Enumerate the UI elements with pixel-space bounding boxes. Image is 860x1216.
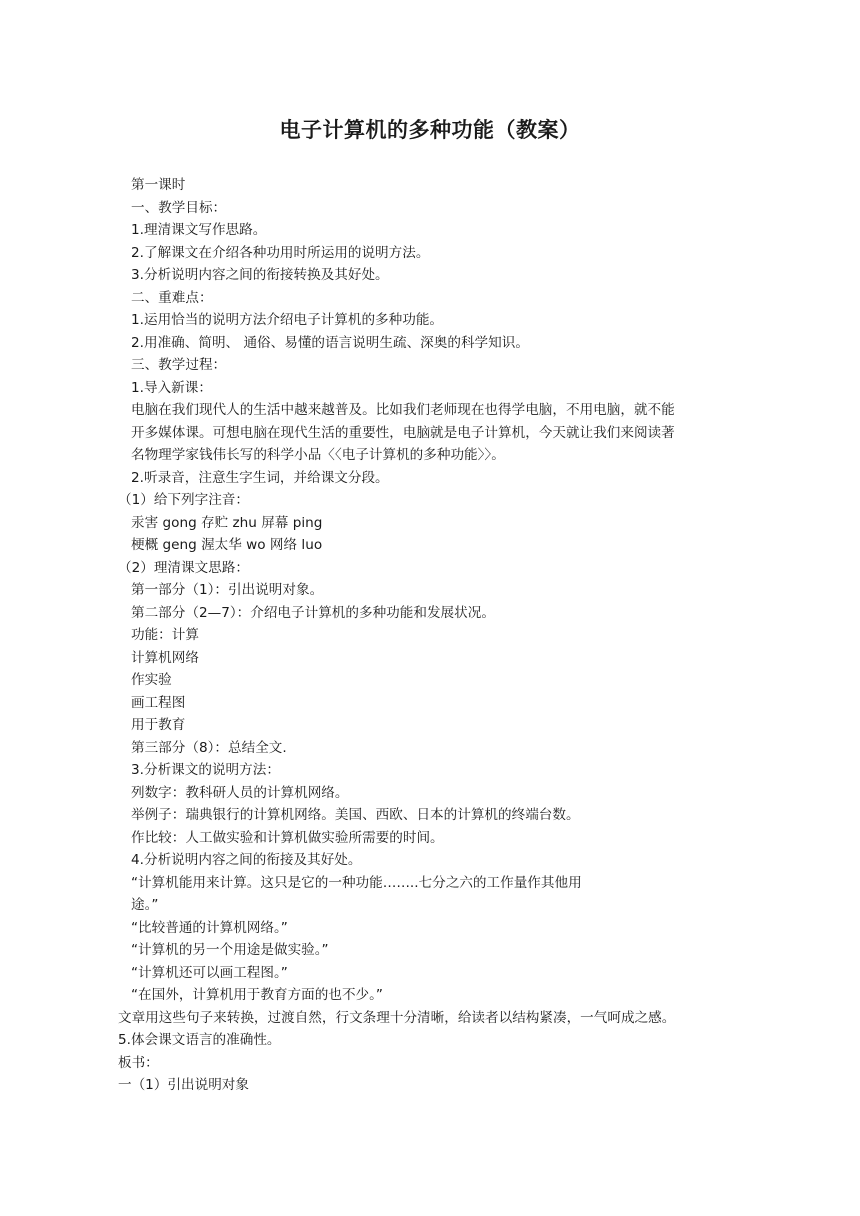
text-line: 梗概 geng 渥太华 wo 网络 luo <box>131 537 323 553</box>
text-line: 列数字：教科研人员的计算机网络。 <box>131 784 349 801</box>
text-line: 3.分析说明内容之间的衔接转换及其好处。 <box>131 267 389 283</box>
text-line: 第三部分（8）：总结全文. <box>131 739 287 756</box>
text-line: 第一部分（1）：引出说明对象。 <box>131 582 324 598</box>
text-line: 2.了解课文在介绍各种功用时所运用的说明方法。 <box>131 244 430 261</box>
text-line: 三、教学过程： <box>131 357 227 373</box>
text-line: 1.理清课文写作思路。 <box>131 222 267 238</box>
text-line: 二、重难点： <box>131 289 213 306</box>
text-line: 2.用准确、简明、 通俗、易懂的语言说明生疏、深奥的科学知识。 <box>131 334 529 351</box>
text-line: 作比较：人工做实验和计算机做实验所需要的时间。 <box>131 829 444 846</box>
text-line: 板书： <box>118 1054 159 1071</box>
text-line: 汞害 gong 存贮 zhu 屏幕 ping <box>131 514 323 531</box>
text-line: 功能：计算 <box>131 627 199 643</box>
text-line: 文章用这些句子来转换，过渡自然，行文条理十分清晰，给读者以结构紧凑，一气呵成之感。 <box>118 1009 676 1026</box>
text-line: “比较普通的计算机网络。” <box>131 919 288 936</box>
text-line: “计算机能用来计算。这只是它的一种功能……..七分之六的工作量作其他用 <box>131 874 582 891</box>
text-line: 一（1）引出说明对象 <box>118 1077 249 1093</box>
text-line: 画工程图 <box>131 694 186 711</box>
text-line: 计算机网络 <box>131 649 199 666</box>
text-line: 用于教育 <box>131 717 186 733</box>
text-line: 作实验 <box>131 672 172 688</box>
text-line: 一、教学目标： <box>131 199 227 216</box>
text-line: “计算机还可以画工程图。” <box>131 964 288 981</box>
text-line: 开多媒体课。可想电脑在现代生活的重要性，电脑就是电子计算机，今天就让我们来阅读著 <box>131 424 675 441</box>
text-line: 途。” <box>131 897 159 913</box>
text-line: 第一课时 <box>131 177 186 193</box>
text-line: 电脑在我们现代人的生活中越来越普及。比如我们老师现在也得学电脑，不用电脑，就不能 <box>131 402 675 418</box>
text-line: 名物理学家钱伟长写的科学小品〈〈电子计算机的多种功能〉〉。 <box>131 447 505 463</box>
text-line: 4.分析说明内容之间的衔接及其好处。 <box>131 852 362 868</box>
text-line: “计算机的另一个用途是做实验。” <box>131 942 329 958</box>
text-line: （2）理清课文思路： <box>118 559 249 576</box>
text-line: （1）给下列字注音： <box>118 492 249 508</box>
text-line: 2.听录音，注意生字生词，并给课文分段。 <box>131 469 389 486</box>
text-line: 第二部分（2—7）：介绍电子计算机的多种功能和发展状况。 <box>131 604 495 621</box>
page-title: 电子计算机的多种功能（教案） <box>279 118 581 142</box>
text-line: 1.运用恰当的说明方法介绍电子计算机的多种功能。 <box>131 312 444 328</box>
text-line: “在国外，计算机用于教育方面的也不少。” <box>131 987 383 1003</box>
text-line: 举例子：瑞典银行的计算机网络。美国、西欧、日本的计算机的终端台数。 <box>131 807 580 823</box>
text-line: 5.体会课文语言的准确性。 <box>118 1032 281 1048</box>
text-line: 3.分析课文的说明方法： <box>131 762 280 778</box>
text-line: 1.导入新课： <box>131 379 212 396</box>
document-body <box>118 174 751 1097</box>
